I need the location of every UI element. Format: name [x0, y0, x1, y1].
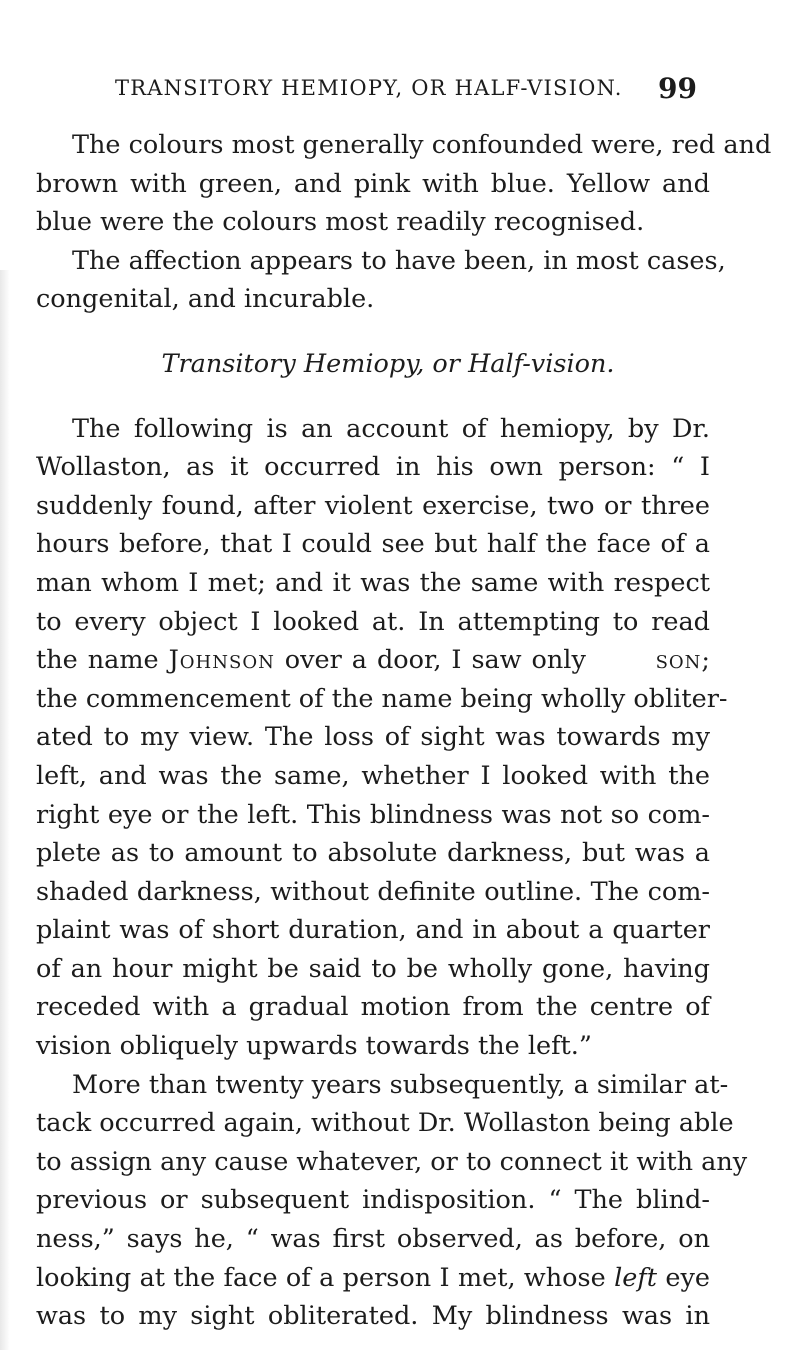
italic-word: left: [614, 1262, 658, 1293]
text-line: ness,” says he, “ was first observed, as before, on: [36, 1224, 710, 1255]
text-line: The affection appears to have been, in most cases,: [72, 245, 726, 276]
text-fragment: looking at the face of a person I met, whose: [36, 1262, 615, 1293]
running-title: TRANSITORY HEMIOPY, OR HALF-VISION.: [115, 76, 623, 100]
text-line: to assign any cause whatever, or to connect it with any: [36, 1146, 748, 1177]
text-line: plaint was of short duration, and in about a quarter: [36, 915, 710, 946]
body-text: [36, 126, 772, 1336]
text-line: The following is an account of hemiopy, by Dr.: [72, 413, 710, 444]
text-line: [36, 1259, 710, 1298]
text-line: the commencement of the name being wholly obliter-: [36, 683, 728, 714]
text-line: congenital, and incurable.: [36, 284, 375, 315]
text-line: man whom I met; and it was the same with respect: [36, 567, 710, 598]
text-line: Wollaston, as it occurred in his own person: “ I: [36, 452, 710, 483]
text-line: hours before, that I could see but half the face of a: [36, 529, 710, 560]
text-line: plete as to amount to absolute darkness, but was a: [36, 838, 710, 869]
spacer: [36, 384, 710, 410]
text-line: blue were the colours most readily recognised.: [36, 207, 645, 238]
text-fragment: eye: [657, 1262, 710, 1293]
text-line: left, and was the same, whether I looked with the: [36, 760, 710, 791]
page-gutter-shadow: [0, 270, 10, 1350]
text-line: [36, 641, 710, 680]
text-fragment: over a door, I saw only: [274, 645, 586, 676]
section-heading: Transitory Hemiopy, or Half-vision.: [161, 348, 615, 379]
text-line: ated to my view. The loss of sight was towards my: [36, 722, 710, 753]
spacer: [36, 319, 710, 345]
text-line: More than twenty years subsequently, a similar at-: [72, 1069, 729, 1100]
text-line: right eye or the left. This blindness was not so com-: [36, 799, 710, 830]
text-line: was to my sight obliterated. My blindness was in: [36, 1301, 710, 1332]
text-line: vision obliquely upwards towards the left.”: [36, 1031, 592, 1062]
text-line: receded with a gradual motion from the centre of: [36, 992, 710, 1023]
text-line: The colours most generally confounded were, red and: [72, 130, 772, 160]
small-caps-fragment: son: [655, 645, 702, 676]
text-line: previous or subsequent indisposition. “ The blind-: [36, 1185, 710, 1216]
small-caps-name: Johnson: [168, 645, 275, 676]
text-fragment: the name: [36, 645, 169, 676]
text-line: suddenly found, after violent exercise, two or three: [36, 490, 710, 521]
text-line: of an hour might be said to be wholly gone, having: [36, 953, 710, 984]
running-head: [115, 72, 697, 108]
text-line: tack occurred again, without Dr. Wollaston being able: [36, 1108, 734, 1139]
page-number: 99: [658, 72, 697, 105]
text-line: shaded darkness, without definite outline. The com-: [36, 876, 710, 907]
text-fragment: ;: [701, 645, 710, 676]
text-line: to every object I looked at. In attempting to read: [36, 606, 710, 637]
text-line: brown with green, and pink with blue. Yellow and: [36, 168, 710, 199]
